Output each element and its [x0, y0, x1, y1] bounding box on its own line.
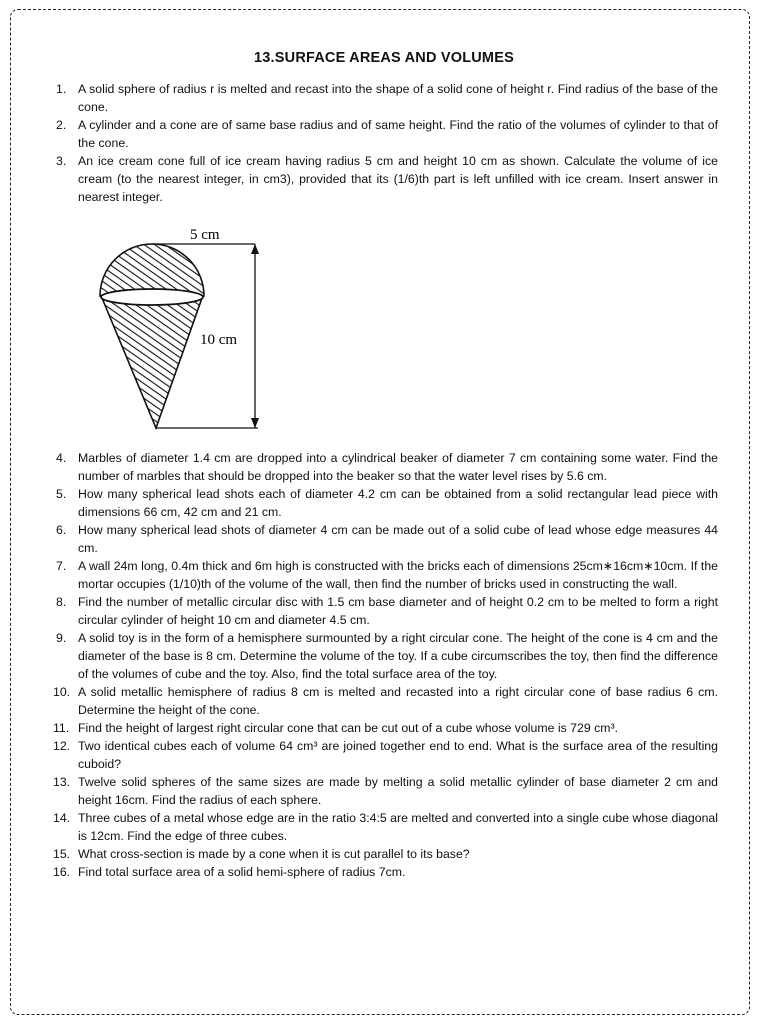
- height-label: 10 cm: [200, 332, 238, 348]
- question-text: Find the height of largest right circular cone that can be cut out of a cube whose volume is 729 cm³.: [78, 721, 618, 735]
- question-item: [56, 80, 718, 116]
- question-number: 7.: [56, 559, 67, 573]
- question-number: 1.: [56, 82, 67, 96]
- question-number: 4.: [56, 451, 67, 465]
- question-item: [56, 485, 718, 521]
- question-item: [56, 521, 718, 557]
- question-number: 15.: [53, 847, 71, 861]
- question-number: 3.: [56, 154, 67, 168]
- cone-shape: [102, 298, 202, 428]
- ice-cream-cone-figure: [90, 222, 280, 462]
- question-item: [56, 116, 718, 152]
- question-number: 8.: [56, 595, 67, 609]
- question-number: 2.: [56, 118, 67, 132]
- question-text: A solid sphere of radius r is melted and recast into the shape of a solid cone of height r. Find radius of the base of the cone.: [78, 82, 718, 114]
- question-text: A cylinder and a cone are of same base radius and of same height. Find the ratio of the volumes of cylinder to that of the cone.: [78, 118, 718, 150]
- question-item: [53, 809, 718, 845]
- question-number: 10.: [53, 685, 71, 699]
- question-item: [56, 593, 718, 629]
- question-list-bottom: [53, 449, 718, 881]
- page-title: 13.SURFACE AREAS AND VOLUMES: [254, 50, 514, 66]
- question-text: Find total surface area of a solid hemi-sphere of radius 7cm.: [78, 865, 406, 879]
- question-number: 14.: [53, 811, 71, 825]
- question-text: How many spherical lead shots of diameter 4 cm can be made out of a solid cube of lead whose edge measures 44 cm.: [78, 523, 718, 555]
- width-label: 5 cm: [190, 227, 220, 243]
- question-text: Marbles of diameter 1.4 cm are dropped into a cylindrical beaker of diameter 7 cm containing some water. Find the number of marbles that should be dropped into the beaker so that the water level rises by 5.6 cm.: [78, 451, 718, 483]
- question-text: A solid toy is in the form of a hemisphere surmounted by a right circular cone. The height of the cone is 4 cm and the diameter of the base is 8 cm. Determine the volume of the toy. If a cube circumscribes the toy, then find the difference of the volumes of cube and the toy. Also, find the total surface area of the toy.: [78, 631, 718, 681]
- question-item: [56, 629, 718, 683]
- question-text: What cross-section is made by a cone when it is cut parallel to its base?: [78, 847, 470, 861]
- question-number: 9.: [56, 631, 67, 645]
- question-item: [53, 845, 718, 863]
- question-list-top: [56, 80, 718, 206]
- question-item: [53, 719, 718, 737]
- question-item: [53, 683, 718, 719]
- cone-rim-ellipse: [101, 289, 203, 305]
- ice-cream-cone-diagram: [90, 222, 280, 462]
- question-text: Two identical cubes each of volume 64 cm³ are joined together end to end. What is the surface area of the resulting cuboid?: [78, 739, 718, 771]
- question-text: A wall 24m long, 0.4m thick and 6m high is constructed with the bricks each of dimensions 25cm∗16cm∗10cm. If the mortar occupies (1/10)th of the volume of the wall, then find the number of bricks used in constructing the wall.: [78, 559, 718, 591]
- question-item: [53, 737, 718, 773]
- question-text: Find the number of metallic circular disc with 1.5 cm base diameter and of height 0.2 cm to be melted to form a right circular cylinder of height 10 cm and diameter 4.5 cm.: [78, 595, 718, 627]
- question-number: 16.: [53, 865, 71, 879]
- question-text: An ice cream cone full of ice cream having radius 5 cm and height 10 cm as shown. Calculate the volume of ice cream (to the nearest integer, in cm3), provided that its (1/6)th part is left unfilled with ice cream. Insert answer in nearest integer.: [78, 154, 718, 204]
- question-text: Three cubes of a metal whose edge are in the ratio 3:4:5 are melted and converted into a single cube whose diagonal is 12cm. Find the edge of three cubes.: [78, 811, 718, 843]
- question-item: [53, 863, 718, 881]
- question-text: Twelve solid spheres of the same sizes are made by melting a solid metallic cylinder of base diameter 2 cm and height 16cm. Find the radius of each sphere.: [78, 775, 718, 807]
- question-number: 12.: [53, 739, 71, 753]
- question-text: A solid metallic hemisphere of radius 8 cm is melted and recasted into a right circular cone of base radius 6 cm. Determine the height of the cone.: [78, 685, 718, 717]
- question-text: How many spherical lead shots each of diameter 4.2 cm can be obtained from a solid rectangular lead piece with dimensions 66 cm, 42 cm and 21 cm.: [78, 487, 718, 519]
- question-item: [56, 152, 718, 206]
- question-number: 13.: [53, 775, 71, 789]
- question-number: 5.: [56, 487, 67, 501]
- question-number: 6.: [56, 523, 67, 537]
- question-number: 11.: [53, 721, 70, 735]
- question-item: [56, 449, 718, 485]
- question-item: [56, 557, 718, 593]
- question-item: [53, 773, 718, 809]
